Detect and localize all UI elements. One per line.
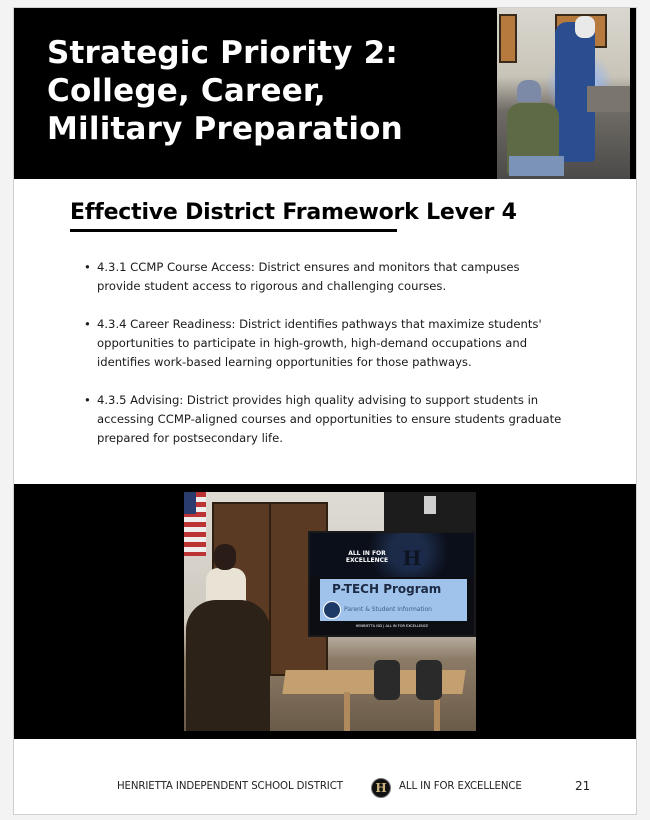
bullet-icon: • (84, 260, 91, 274)
page-footer (14, 778, 637, 798)
footer-district-name: HENRIETTA INDEPENDENT SCHOOL DISTRICT (117, 781, 343, 792)
photo-student (186, 600, 270, 731)
tv-brand-line: EXCELLENCE (345, 557, 389, 564)
heading-underline (70, 229, 397, 232)
lever-list (84, 258, 564, 467)
page-number: 21 (575, 779, 591, 793)
tv-footer: HENRIETTA ISD | ALL IN FOR EXCELLENCE (355, 624, 429, 628)
tv-header (310, 533, 474, 577)
tv-title: P-TECH Program (332, 582, 442, 596)
district-logo-icon (323, 601, 341, 619)
list-item-text: 4.3.1 CCMP Course Access: District ensures and monitors that campuses provide student access to rigorous and challenging courses. (97, 260, 520, 293)
photo-chair (374, 660, 400, 700)
photo-beam (587, 86, 630, 112)
photo-detail (424, 496, 436, 514)
list-item (84, 391, 564, 448)
tv-brand-line: ALL IN FOR (348, 550, 386, 557)
tv-brand (342, 550, 392, 564)
h-logo-icon: H (398, 545, 426, 571)
header-band (14, 8, 637, 179)
district-logo-icon: H (371, 778, 391, 798)
bullet-icon: • (84, 317, 91, 331)
list-item-text: 4.3.5 Advising: District provides high quality advising to support students in accessing CCMP-aligned courses and opportunities to ensure students graduate prepared for postsecondary life. (97, 393, 562, 445)
list-item (84, 315, 564, 372)
section-heading: Effective District Framework Lever 4 (70, 200, 517, 225)
photo-detail (344, 692, 350, 731)
photo-presenter-head (214, 544, 236, 570)
photo-detail (509, 156, 564, 176)
tv-subtitle: Parent & Student Information (344, 606, 432, 613)
title-line-3: Military Preparation (47, 111, 403, 147)
page-title (47, 34, 403, 148)
tv-banner (320, 579, 467, 621)
title-line-2: College, Career, (47, 73, 326, 109)
list-item-text: 4.3.4 Career Readiness: District identifies pathways that maximize students' opportunities to participate in high-growth, high-demand occupations and identifies work-based learning opportunities for those pathways. (97, 317, 542, 369)
p-tech-meeting-photo (184, 492, 476, 731)
photo-helmet (575, 16, 595, 38)
flag-icon (184, 492, 206, 556)
tv-screen (308, 531, 476, 637)
bullet-icon: • (84, 393, 91, 407)
title-line-1: Strategic Priority 2: (47, 35, 399, 71)
document-page (13, 7, 637, 815)
photo-detail (499, 14, 517, 63)
welding-photo (497, 8, 630, 179)
footer-motto: ALL IN FOR EXCELLENCE (399, 781, 522, 792)
list-item (84, 258, 564, 296)
photo-cap (517, 80, 541, 102)
photo-chair (416, 660, 442, 700)
photo-band (14, 484, 637, 739)
